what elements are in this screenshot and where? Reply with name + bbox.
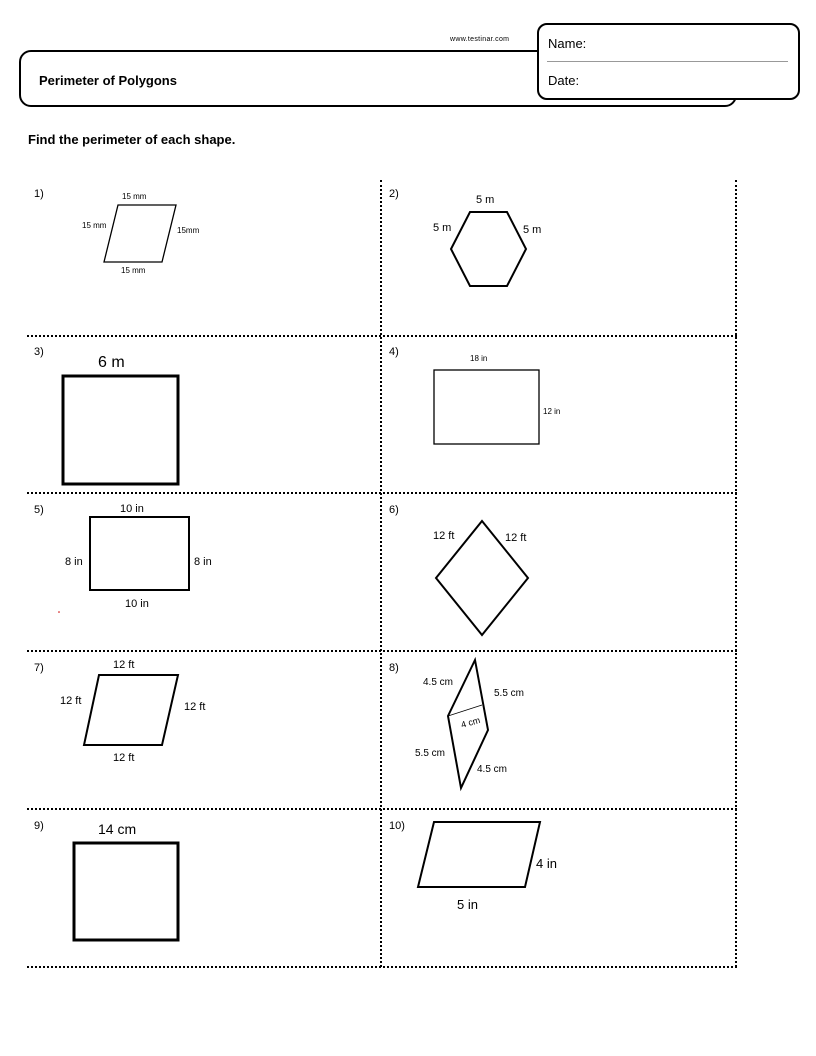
side-label: 5.5 cm	[415, 748, 446, 759]
side-label: 12 ft	[184, 701, 206, 713]
problem-number: 7)	[34, 662, 44, 674]
worksheet-title: Perimeter of Polygons	[39, 73, 177, 88]
side-label: 12 ft	[433, 530, 455, 542]
problem-number: 4)	[389, 346, 399, 358]
side-label: 6 m	[98, 354, 125, 371]
problem-number: 5)	[34, 504, 44, 516]
side-label: 5 m	[433, 222, 452, 234]
side-label: 12 in	[543, 407, 561, 416]
side-label: 12 ft	[113, 659, 135, 671]
problem-number: 3)	[34, 346, 44, 358]
problem-number: 6)	[389, 504, 399, 516]
side-label: 12 ft	[113, 752, 135, 764]
side-label: 8 in	[194, 556, 212, 568]
side-label: 5 m	[476, 194, 495, 206]
side-label: 10 in	[120, 503, 144, 515]
side-label: 5 in	[457, 897, 478, 912]
problem-number: 8)	[389, 662, 399, 674]
side-label: 8 in	[65, 556, 83, 568]
side-label: 14 cm	[98, 821, 137, 837]
side-label: 12 ft	[505, 532, 527, 544]
side-label: 12 ft	[60, 695, 82, 707]
problem-number: 1)	[34, 188, 44, 200]
side-label: 15 mm	[82, 221, 107, 230]
side-label: 10 in	[125, 598, 149, 610]
side-label: 4.5 cm	[477, 764, 508, 775]
website-url[interactable]: www.testinar.com	[450, 36, 510, 43]
problem-number: 10)	[389, 820, 405, 832]
side-label: 4.5 cm	[423, 677, 454, 688]
date-label: Date:	[548, 73, 580, 88]
side-label: 15 mm	[121, 266, 146, 275]
side-label: 18 in	[470, 354, 488, 363]
side-label: 15mm	[177, 226, 200, 235]
instructions: Find the perimeter of each shape.	[28, 132, 236, 147]
side-label: 4 in	[536, 856, 557, 871]
problem-number: 9)	[34, 820, 44, 832]
name-label: Name:	[548, 36, 587, 51]
side-label: 5.5 cm	[494, 688, 525, 699]
side-label: 5 m	[523, 224, 542, 236]
problem-number: 2)	[389, 188, 399, 200]
diagonal-label: 4 cm	[459, 714, 482, 730]
side-label: 15 mm	[122, 192, 147, 201]
